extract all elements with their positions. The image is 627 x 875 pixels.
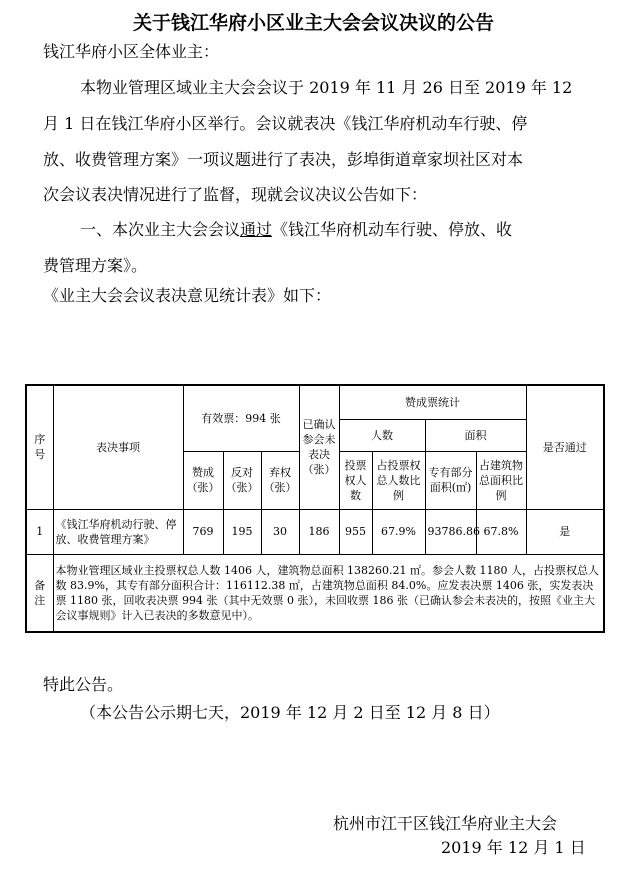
resolution-line-2: 费管理方案》。 — [43, 256, 148, 275]
cell-area-pct: 67.8% — [476, 509, 526, 554]
header-item: 表决事项 — [53, 385, 183, 509]
header-no-vote: 反对（张） — [223, 451, 261, 509]
salutation: 钱江华府小区全体业主： — [43, 42, 220, 61]
resolution-status: 通过 — [240, 220, 273, 239]
intro-line-3: 放、收费管理方案》一项议题进行了表决，彭埠街道章家坝社区对本 — [43, 150, 524, 169]
header-no: 序号 — [26, 385, 53, 509]
header-area-val: 专有部分面积(㎡) — [425, 451, 476, 509]
header-yes: 赞成（张） — [183, 451, 223, 509]
vote-statistics-table — [25, 384, 605, 633]
cell-voter-pct: 67.9% — [372, 509, 425, 554]
remark-row — [26, 554, 604, 632]
intro-line-4: 次会议表决情况进行了监督，现就会议决议公告如下： — [43, 185, 428, 204]
page-title: 关于钱江华府小区业主大会会议决议的公告 — [132, 12, 494, 34]
header-valid-votes: 有效票：994 张 — [183, 385, 299, 451]
header-area-pct: 占建筑物总面积比例 — [476, 451, 526, 509]
table-row — [26, 509, 604, 554]
header-abstain: 弃权（张） — [261, 451, 299, 509]
header-people: 人数 — [339, 419, 425, 451]
resolution-rest: 《钱江华府机动车行驶、停放、收 — [272, 220, 513, 239]
signature-date: 2019 年 12 月 1 日 — [441, 838, 586, 857]
header-confirmed: 已确认参会未表决（张） — [299, 385, 339, 509]
closing: 特此公告。 — [43, 675, 124, 694]
header-area: 面积 — [425, 419, 526, 451]
cell-no-vote: 195 — [223, 509, 261, 554]
cell-item: 《钱江华府机动行驶、停放、收费管理方案》 — [53, 509, 183, 554]
intro-line-2: 月 1 日在钱江华府小区举行。会议就表决《钱江华府机动车行驶、停 — [43, 114, 528, 133]
remark-label: 备注 — [26, 554, 53, 632]
period-note: （本公告公示期七天，2019 年 12 月 2 日至 12 月 8 日） — [80, 703, 500, 722]
cell-abstain: 30 — [261, 509, 299, 554]
cell-confirmed: 186 — [299, 509, 339, 554]
cell-area: 93786.86 — [425, 509, 476, 554]
signature-org: 杭州市江干区钱江华府业主大会 — [333, 814, 558, 833]
cell-no: 1 — [26, 509, 53, 554]
header-approve-stats: 赞成票统计 — [339, 385, 526, 419]
stats-intro: 《业主大会会议表决意见统计表》如下： — [43, 286, 332, 305]
header-voter-pct: 占投票权总人数比例 — [372, 451, 425, 509]
intro-line-1: 本物业管理区域业主大会会议于 2019 年 11 月 26 日至 2019 年 12 — [80, 78, 573, 97]
resolution-line-1 — [80, 212, 512, 248]
cell-passed: 是 — [526, 509, 604, 554]
remark-text: 本物业管理区域业主投票权总人数 1406 人，建筑物总面积 138260.21 ㎡。参会人数 1180 人，占投票权总人数 83.9%，其专有部分面积合计：116112.38 ㎡，占建筑物总面积 84.0%。应发表决票 1406 张，实发表决票 1180 张，回收表决票 994 张（其中无效票 0 张），未回收票 186 张（已确认参会未表决的，按照《业主大会议事规则》计入已表决的多数意见中）。 — [53, 554, 604, 632]
header-passed: 是否通过 — [526, 385, 604, 509]
cell-voters: 955 — [339, 509, 372, 554]
resolution-prefix: 一、本次业主大会会议 — [80, 220, 241, 239]
cell-yes: 769 — [183, 509, 223, 554]
header-voters: 投票权人数 — [339, 451, 372, 509]
